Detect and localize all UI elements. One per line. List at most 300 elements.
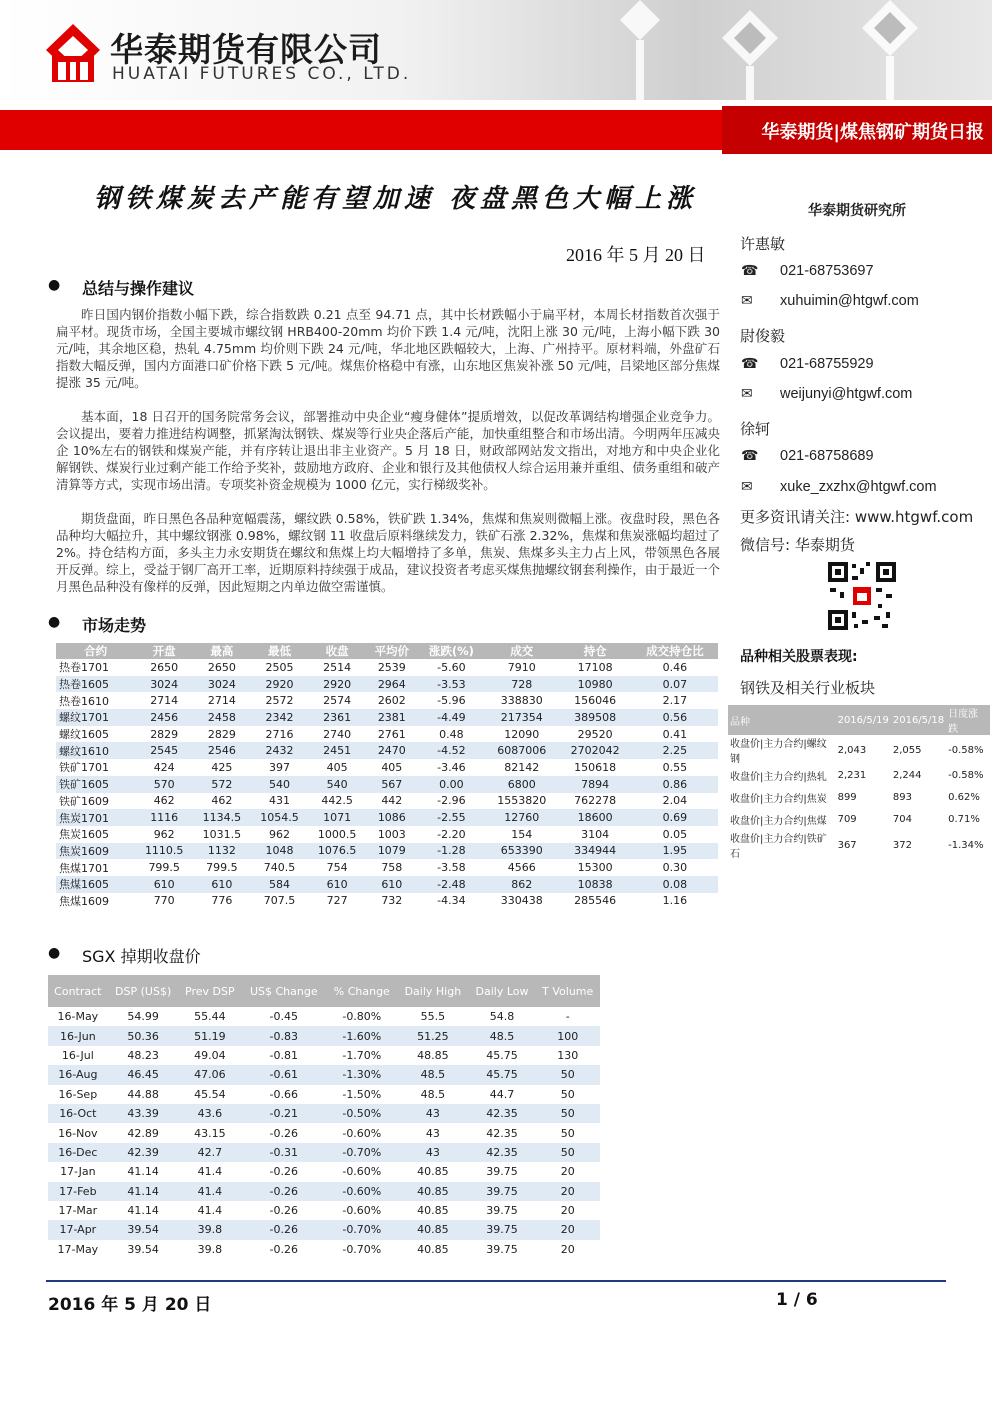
paragraph-2: 基本面，18 日召开的国务院常务会议，部署推动中央企业“瘦身健体”提质增效，以促改革调结构增强企业竞争力。会议提出，要着力推进结构调整，抓紧淘汰钢铁、煤炭等行业央企落后产能，加快重组整合和市场出清。今明两年压减央企 10%左右的钢铁和煤炭产能，并有序转让退出非主业资产。5 月 18 日，财政部网站发文指出，对地方和中央企业化解钢铁、煤炭行业过剩产能工作给予奖补，鼓励地方政府、企业和银行及其他债权人综合运用兼并重组、债务重组和破产清算等方式，实现市场出清。专项奖补资金规模为 1000 亿元，实行梯级奖补。 [56, 409, 720, 492]
table-cell: 热卷1605 [56, 676, 135, 693]
table-header: 日度涨跌 [946, 705, 990, 735]
paragraph-3: 期货盘面，昨日黑色各品种宽幅震荡，螺纹跌 0.58%，铁矿跌 1.34%，焦煤和焦炭则微幅上涨。夜盘时段，黑色各品种均大幅拉升，其中螺纹钢涨 0.98%，螺纹钢 11 收盘后原料继续发力，铁矿石涨 2.32%，焦煤和焦炭涨幅均超过了 2%。持仓结构方面，多头主力永安期货在螺纹和焦煤上均大幅增持了多单，焦炭、焦煤多头主力占上风，带领黑色各展开反弹。综上，受益于钢厂高开工率，近期原料持续强于成品，建议投资者考虑买煤焦抛螺纹钢套利操作，由于最近一个月黑色品种没有像样的反弹，因此短期之内单边做空需谨慎。 [56, 511, 720, 594]
table-header: Prev DSP [179, 975, 242, 1007]
research-institute: 华泰期货研究所 [808, 203, 906, 219]
table-cell: -0.58% [948, 744, 984, 756]
table-cell: -0.26 [269, 1242, 299, 1256]
table-cell: 16-May [57, 1010, 99, 1024]
table-cell: 862 [485, 876, 558, 893]
table-cell: 40.85 [417, 1242, 449, 1256]
table-cell: 2829 [207, 727, 236, 741]
table-cell: 330438 [500, 894, 543, 908]
table-cell: 2451 [308, 742, 366, 759]
stock-heading: 品种相关股票表现: [740, 649, 858, 665]
table-cell: 45.75 [486, 1048, 518, 1062]
table-cell: 0.00 [418, 776, 485, 793]
table-cell: 1.16 [662, 894, 688, 908]
table-cell: 1132 [193, 843, 251, 860]
table-header: 成交持仓比 [632, 643, 718, 659]
table-cell: -2.55 [418, 809, 485, 826]
table-cell: -0.21 [241, 1104, 326, 1123]
table-header: Daily High [397, 975, 468, 1007]
table-cell: 焦炭1701 [56, 809, 135, 826]
bullet-icon: ● [48, 277, 61, 293]
table-cell: 0.62% [948, 792, 980, 804]
table-cell: 20 [560, 1242, 575, 1256]
table-header: 合约 [56, 643, 135, 659]
table-cell: 48.5 [397, 1065, 468, 1084]
table-cell: -0.66 [269, 1087, 299, 1101]
table-cell: 39.54 [127, 1242, 159, 1256]
table-cell: 39.75 [469, 1220, 536, 1239]
table-cell: 2381 [366, 709, 418, 726]
table-cell: 55.44 [194, 1010, 226, 1024]
table-cell: -0.60% [342, 1126, 382, 1140]
table-cell: 2361 [308, 709, 366, 726]
page-number: 1 / 6 [776, 1290, 818, 1310]
table-cell: 43 [425, 1126, 440, 1140]
table-cell: 7894 [558, 776, 631, 793]
table-cell: 1003 [377, 827, 406, 841]
table-cell: 1134.5 [193, 809, 251, 826]
table-cell: 570 [135, 776, 193, 793]
table-cell: 39.8 [197, 1242, 223, 1256]
qr-code-icon [826, 560, 898, 632]
table-cell: -4.34 [437, 894, 466, 908]
table-cell: 50 [535, 1065, 600, 1084]
table-cell: 16-Sep [58, 1087, 98, 1101]
table-cell: 2546 [193, 742, 251, 759]
table-cell: 42.35 [469, 1104, 536, 1123]
table-row [56, 876, 718, 893]
contact-phone: 021-68758689 [780, 448, 874, 464]
table-cell: 2920 [308, 676, 366, 693]
table-cell: 2650 [150, 660, 179, 674]
table-cell: 15300 [577, 861, 613, 875]
table-cell: 48.85 [417, 1048, 449, 1062]
table-cell: 铁矿1609 [59, 794, 109, 808]
table-cell: 0.41 [662, 727, 688, 741]
company-logo-icon [44, 22, 102, 84]
table-cell: 442 [381, 794, 403, 808]
table-cell: 17-Jan [60, 1165, 96, 1179]
table-cell: 铁矿1701 [59, 761, 109, 775]
table-cell: 16-Nov [58, 1126, 98, 1140]
table-cell: -2.96 [437, 794, 466, 808]
table-row [48, 1065, 600, 1084]
wechat-info: 微信号: 华泰期货 [740, 536, 855, 554]
table-cell: 54.8 [489, 1010, 515, 1024]
table-cell: 2702042 [558, 742, 631, 759]
table-cell: 405 [326, 760, 348, 774]
table-cell: 770 [153, 894, 175, 908]
table-cell: 10980 [558, 676, 631, 693]
table-cell: 2574 [323, 694, 352, 708]
table-cell: 29520 [577, 727, 613, 741]
table-cell: 727 [326, 894, 348, 908]
table-cell: 收盘价|主力合约|热轧 [730, 772, 827, 784]
table-cell: -0.45 [269, 1010, 299, 1024]
table-cell: 16-Jul [61, 1048, 94, 1062]
table-cell: 47.06 [179, 1065, 242, 1084]
table-cell: 42.35 [486, 1126, 518, 1140]
table-row [56, 676, 718, 693]
table-cell: 17-Feb [48, 1182, 108, 1201]
table-cell: 0.48 [439, 727, 464, 741]
market-table [56, 643, 718, 909]
table-cell: 焦煤1701 [59, 861, 109, 875]
table-row [48, 1085, 600, 1104]
table-cell: 709 [837, 813, 857, 825]
table-cell: 4566 [507, 861, 536, 875]
table-cell: 1031.5 [202, 827, 242, 841]
table-cell: 44.7 [489, 1087, 515, 1101]
table-cell: -5.96 [437, 694, 466, 708]
table-cell: 707.5 [263, 894, 296, 908]
table-row [48, 1162, 600, 1181]
contact-email[interactable]: xuhuimin@htgwf.com [780, 293, 919, 309]
report-date: 2016 年 5 月 20 日 [566, 245, 706, 265]
table-cell: 50 [560, 1126, 575, 1140]
summary-heading: 总结与操作建议 [82, 279, 195, 298]
table-cell: 2,043 [837, 744, 867, 756]
table-cell: 540 [251, 776, 309, 793]
stock-table [728, 705, 990, 860]
table-header: US$ Change [241, 975, 326, 1007]
table-cell: 17-Mar [58, 1204, 98, 1218]
table-cell: -1.30% [326, 1065, 397, 1084]
table-cell: 39.75 [486, 1165, 518, 1179]
table-cell: 焦煤1605 [56, 876, 135, 893]
table-cell: -0.80% [342, 1010, 382, 1024]
table-cell: 42.39 [108, 1143, 179, 1162]
table-cell: 51.25 [397, 1026, 468, 1045]
table-cell: -3.58 [437, 861, 466, 875]
table-cell: 焦炭1609 [56, 843, 135, 860]
table-cell: 2432 [251, 742, 309, 759]
table-cell: 42.7 [179, 1143, 242, 1162]
table-cell: 0.46 [662, 660, 688, 674]
table-cell: 442.5 [321, 794, 353, 808]
table-cell: 893 [892, 792, 912, 804]
table-cell: 7910 [507, 660, 536, 674]
bullet-icon: ● [48, 945, 61, 961]
table-cell: 740.5 [263, 861, 296, 875]
table-row [56, 859, 718, 876]
table-cell: 150618 [574, 760, 617, 774]
table-cell: -0.83 [241, 1026, 326, 1045]
table-cell: 41.14 [108, 1182, 179, 1201]
table-cell: 46.45 [108, 1065, 179, 1084]
table-cell: 铁矿1605 [56, 776, 135, 793]
table-cell: 55.5 [420, 1010, 446, 1024]
table-cell: 20 [560, 1204, 575, 1218]
table-cell: 154 [511, 827, 533, 841]
table-cell: 2572 [265, 694, 294, 708]
table-cell: -4.52 [418, 742, 485, 759]
table-cell: 367 [837, 839, 857, 851]
table-cell: -0.70% [326, 1220, 397, 1239]
table-cell: 2.17 [662, 694, 688, 708]
table-cell: 17108 [577, 660, 613, 674]
phone-icon: ☎ [741, 448, 759, 464]
table-cell: 2740 [323, 727, 352, 741]
table-cell: 431 [269, 794, 290, 808]
table-cell: 799.5 [148, 861, 180, 875]
table-cell: 3024 [193, 676, 251, 693]
footer-divider [46, 1280, 946, 1282]
table-cell: -0.50% [326, 1104, 397, 1123]
table-cell: 1076.5 [308, 843, 366, 860]
table-cell: 2470 [366, 742, 418, 759]
table-header: 2016/5/19 [836, 705, 891, 735]
table-cell: -1.50% [342, 1087, 382, 1101]
table-cell: 16-Aug [48, 1065, 108, 1084]
table-cell: 16-Jun [48, 1026, 108, 1045]
contact-email[interactable]: weijunyi@htgwf.com [780, 386, 913, 402]
table-cell: 54.99 [127, 1010, 159, 1024]
table-cell: 2539 [377, 660, 406, 674]
table-cell: 20 [535, 1182, 600, 1201]
table-cell: 50 [535, 1104, 600, 1123]
report-title: 钢铁煤炭去产能有望加速 夜盘黑色大幅上涨 [94, 184, 698, 214]
table-cell: 热卷1610 [59, 694, 109, 708]
table-cell: 50.36 [108, 1026, 179, 1045]
table-cell: 16-Dec [48, 1143, 108, 1162]
table-cell: 424 [153, 760, 175, 774]
table-cell: 567 [366, 776, 418, 793]
bullet-icon: ● [48, 614, 61, 630]
table-header: 品种 [728, 705, 836, 735]
table-cell: 1110.5 [135, 843, 193, 860]
table-cell: 1071 [308, 809, 366, 826]
table-cell: -2.48 [418, 876, 485, 893]
table-cell: 2964 [366, 676, 418, 693]
table-cell: 48.23 [127, 1048, 159, 1062]
table-cell: 40.85 [397, 1182, 468, 1201]
table-cell: 1054.5 [251, 809, 309, 826]
table-cell: -0.26 [241, 1182, 326, 1201]
table-cell: 0.69 [632, 809, 718, 826]
table-cell: 43 [397, 1143, 468, 1162]
table-cell: 12760 [485, 809, 558, 826]
table-cell: 397 [269, 760, 290, 774]
table-cell: 收盘价|主力合约|焦煤 [730, 815, 827, 827]
table-cell: - [565, 1010, 570, 1024]
table-row [48, 1046, 600, 1065]
table-row [728, 830, 990, 860]
market-heading: 市场走势 [82, 616, 147, 635]
header-decoration [600, 0, 992, 100]
table-cell: 1079 [366, 843, 418, 860]
table-cell: 3024 [135, 676, 193, 693]
table-cell: 425 [211, 760, 233, 774]
table-row [56, 659, 718, 676]
table-header: 2016/5/18 [891, 705, 946, 735]
table-row [48, 1026, 600, 1045]
company-name-en: HUATAI FUTURES CO., LTD. [112, 64, 412, 84]
table-row [48, 1240, 600, 1259]
table-cell: 2714 [150, 694, 179, 708]
table-cell: 39.75 [469, 1182, 536, 1201]
table-row [728, 765, 990, 787]
table-cell: 6800 [485, 776, 558, 793]
table-cell: -0.60% [326, 1182, 397, 1201]
table-cell: 10838 [558, 876, 631, 893]
table-cell: 39.75 [486, 1242, 518, 1256]
table-cell: 2920 [251, 676, 309, 693]
paragraph-1: 昨日国内钢价指数小幅下跌，综合指数跌 0.21 点至 94.71 点，其中长材跌幅小于扁平材，本周长材指数首次强于扁平材。现货市场，全国主要城市螺纹钢 HRB400-20mm 均价下跌 1.4 元/吨，沈阳上涨 30 元/吨，上海小幅下跌 30 元/吨，其余地区稳，热轧 4.75mm 均价则下跌 24 元/吨，华北地区跌幅较大，上海、广州持平。原材料端，外盘矿石指数大幅反弹，国内方面港口矿价格下跌 5 元/吨。煤焦价格稳中有涨，山东地区焦炭补涨 50 元/吨，吕梁地区部分焦煤提涨 35 元/吨。 [56, 307, 720, 390]
table-cell: 18600 [558, 809, 631, 826]
contact-email[interactable]: xuke_zxzhx@htgwf.com [780, 479, 937, 495]
table-cell: 48.5 [420, 1087, 446, 1101]
table-row [56, 742, 718, 759]
table-cell: -0.70% [326, 1143, 397, 1162]
table-cell: 2.04 [662, 794, 688, 808]
table-cell: 43.15 [194, 1126, 226, 1140]
phone-icon: ☎ [741, 263, 759, 279]
table-cell: 2650 [207, 660, 236, 674]
table-cell: 1048 [251, 843, 309, 860]
table-header: 持仓 [558, 643, 631, 659]
table-cell: 39.8 [179, 1220, 242, 1239]
table-cell: 51.19 [179, 1026, 242, 1045]
table-cell: -0.58% [948, 770, 984, 782]
website-info[interactable]: 更多资讯请关注: www.htgwf.com [740, 508, 974, 526]
table-cell: 螺纹1701 [56, 709, 135, 726]
table-row [728, 735, 990, 765]
table-cell: 41.4 [197, 1165, 223, 1179]
email-icon: ✉ [741, 293, 753, 309]
table-cell: 2,231 [837, 770, 867, 782]
table-cell: 762278 [574, 794, 617, 808]
table-cell: 收盘价|主力合约|螺纹钢 [730, 739, 827, 765]
phone-icon: ☎ [741, 356, 759, 372]
table-cell: 49.04 [194, 1048, 226, 1062]
table-cell: 0.08 [632, 876, 718, 893]
contact-phone: 021-68755929 [780, 356, 874, 372]
table-cell: 2716 [265, 727, 294, 741]
table-row [48, 1220, 600, 1239]
table-cell: 962 [153, 827, 175, 841]
table-row [56, 893, 718, 910]
table-cell: 462 [211, 794, 233, 808]
table-cell: -0.60% [342, 1165, 382, 1179]
table-row [56, 793, 718, 810]
table-cell: 540 [308, 776, 366, 793]
table-cell: -2.20 [437, 827, 466, 841]
table-cell: 1.95 [632, 843, 718, 860]
table-cell: 0.71% [948, 813, 980, 825]
table-cell: 130 [557, 1048, 579, 1062]
table-cell: 899 [837, 792, 857, 804]
report-banner: 华泰期货|煤焦钢矿期货日报 [761, 122, 984, 143]
table-header: Daily Low [469, 975, 536, 1007]
table-cell: 758 [381, 861, 403, 875]
table-cell: 0.07 [632, 676, 718, 693]
table-cell: 2514 [323, 660, 352, 674]
table-cell: 50 [560, 1087, 575, 1101]
table-cell: 217354 [485, 709, 558, 726]
table-cell: 41.4 [179, 1182, 242, 1201]
table-cell: -0.70% [342, 1242, 382, 1256]
table-cell: 3104 [581, 827, 610, 841]
table-cell: 754 [326, 861, 348, 875]
table-cell: 704 [892, 813, 912, 825]
table-cell: 40.85 [417, 1204, 449, 1218]
table-cell: 610 [193, 876, 251, 893]
table-cell: 41.4 [197, 1204, 223, 1218]
table-cell: 2602 [377, 694, 406, 708]
table-header: 最高 [193, 643, 251, 659]
table-header: 最低 [251, 643, 309, 659]
table-cell: 653390 [485, 843, 558, 860]
table-row [56, 692, 718, 709]
sgx-heading: SGX 掉期收盘价 [82, 947, 201, 966]
table-cell: 16-Oct [48, 1104, 108, 1123]
table-cell: 285546 [574, 894, 617, 908]
table-cell: 2458 [193, 709, 251, 726]
table-cell: 44.88 [127, 1087, 159, 1101]
table-cell: 372 [892, 839, 912, 851]
email-icon: ✉ [741, 386, 753, 402]
table-cell: 2,055 [892, 744, 922, 756]
table-cell: 338830 [500, 694, 543, 708]
table-cell: 2.25 [632, 742, 718, 759]
table-row [48, 1123, 600, 1142]
table-cell: -3.53 [418, 676, 485, 693]
table-cell: 42.89 [127, 1126, 159, 1140]
table-row [56, 843, 718, 860]
table-cell: 962 [269, 827, 290, 841]
table-cell: -0.60% [342, 1204, 382, 1218]
table-cell: -0.61 [241, 1065, 326, 1084]
table-cell: 334944 [558, 843, 631, 860]
table-cell: 776 [211, 894, 233, 908]
table-cell: 572 [193, 776, 251, 793]
table-cell: 2505 [265, 660, 294, 674]
table-cell: 17-May [57, 1242, 99, 1256]
table-row [56, 809, 718, 826]
table-cell: 42.35 [469, 1143, 536, 1162]
table-cell: 1116 [135, 809, 193, 826]
table-cell: 100 [535, 1026, 600, 1045]
table-row [48, 1104, 600, 1123]
contact-name: 尉俊毅 [740, 327, 786, 345]
table-cell: 40.85 [417, 1165, 449, 1179]
table-cell: -1.70% [342, 1048, 382, 1062]
table-row [48, 1007, 600, 1026]
table-cell: -0.81 [269, 1048, 299, 1062]
table-cell: -0.26 [269, 1165, 299, 1179]
table-cell: -1.60% [326, 1026, 397, 1045]
sgx-table [48, 975, 600, 1259]
table-header: 成交 [485, 643, 558, 659]
table-cell: 0.05 [662, 827, 688, 841]
table-cell: 1553820 [497, 794, 547, 808]
table-cell: 39.75 [486, 1204, 518, 1218]
table-header: 涨跌(%) [418, 643, 485, 659]
table-cell: 156046 [574, 694, 617, 708]
table-cell: 45.54 [194, 1087, 226, 1101]
table-cell: 2,244 [892, 770, 922, 782]
table-cell: 584 [251, 876, 309, 893]
table-cell: -3.46 [437, 760, 466, 774]
table-cell: 螺纹1610 [56, 742, 135, 759]
table-row [56, 759, 718, 776]
footer-date: 2016 年 5 月 20 日 [48, 1295, 212, 1315]
table-cell: 405 [381, 760, 403, 774]
